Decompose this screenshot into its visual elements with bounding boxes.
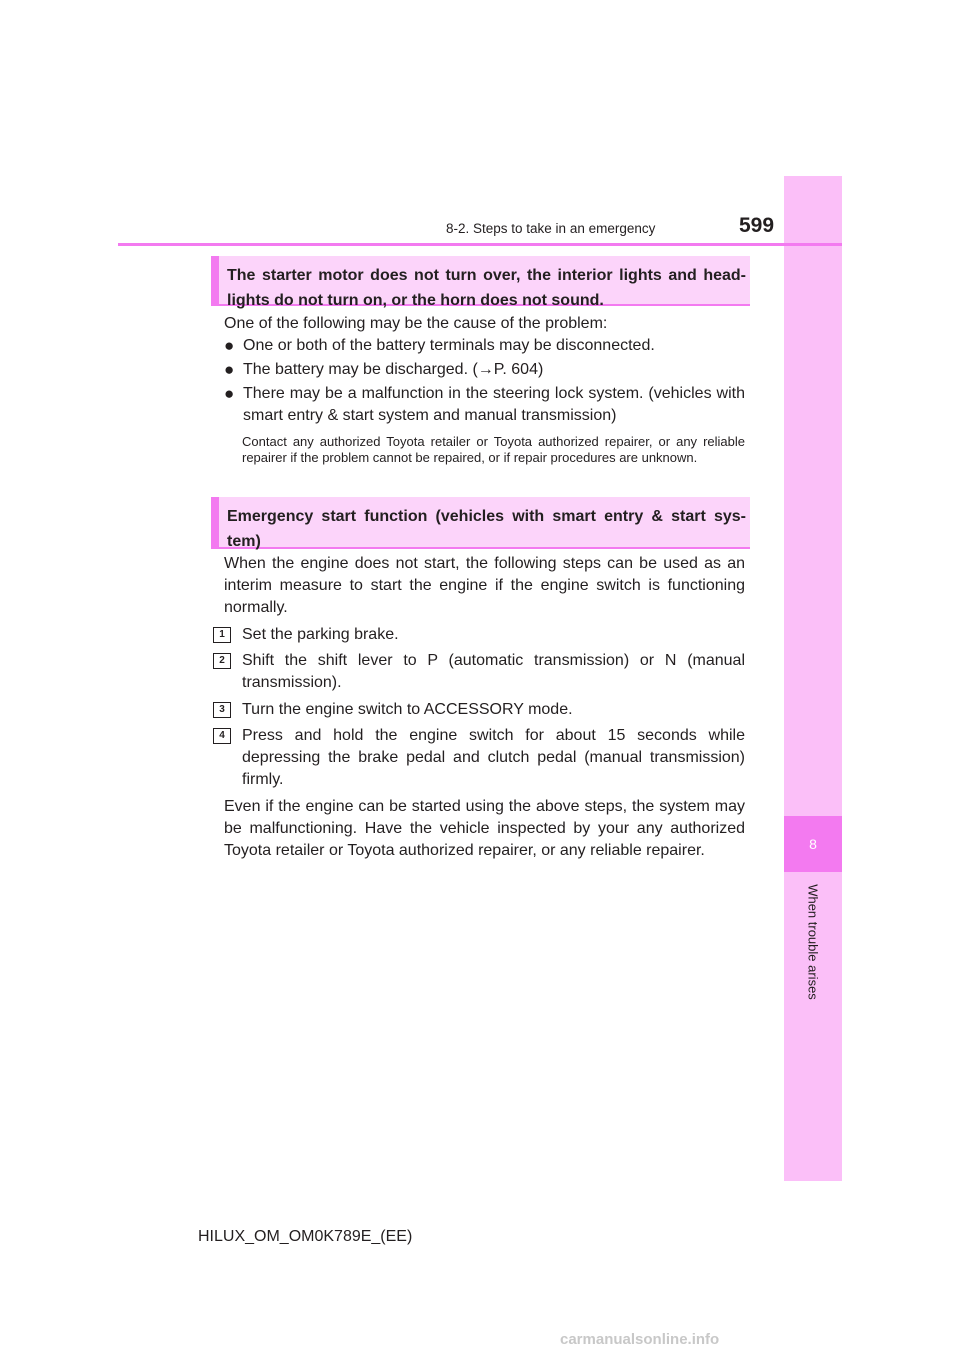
- bullet-dot-icon: ●: [224, 360, 235, 379]
- bullet-item: [224, 335, 745, 357]
- bullet-dot-icon: ●: [224, 384, 235, 403]
- step-text: Set the parking brake.: [242, 626, 399, 643]
- chapter-number-tab: [784, 816, 842, 872]
- step-item: [213, 650, 745, 694]
- chapter-side-tab: [784, 176, 842, 1181]
- step-text: Shift the shift lever to P (automatic transmission) or N (manual transmission).: [242, 652, 745, 691]
- repair-note: Contact any authorized Toyota retailer or Toyota authorized repairer, or any reliable repairer if the problem cannot be repaired, or if repair procedures are unknown.: [242, 434, 745, 465]
- heading-starter-motor: The starter motor does not turn over, the interior lights and head-lights do not turn on, or the horn does not sound.: [211, 256, 750, 306]
- chapter-number: 8: [809, 836, 817, 852]
- bullet-text: The battery may be discharged. (→P. 604): [243, 361, 544, 378]
- header-rule: [118, 243, 842, 246]
- page-number: 599: [739, 214, 775, 237]
- step-number: 3: [213, 702, 231, 718]
- bullet-item: [224, 359, 745, 381]
- step-number: 1: [213, 627, 231, 643]
- causes-intro: One of the following may be the cause of the problem:: [224, 315, 608, 332]
- chapter-label: When trouble arises: [805, 884, 821, 1000]
- watermark: carmanualsonline.info: [560, 1331, 720, 1348]
- closing-paragraph: Even if the engine can be started using the above steps, the system may be malfunctioning. Have the vehicle inspected by your any authorized Toyota retailer or Toyota authorized repairer, or any reliable repairer.: [224, 798, 745, 859]
- step-number: 4: [213, 728, 231, 744]
- bullet-text: There may be a malfunction in the steering lock system. (vehicles with smart entry & start system and manual transmission): [243, 385, 745, 424]
- step-item: [213, 624, 745, 646]
- bullet-text: One or both of the battery terminals may be disconnected.: [243, 337, 655, 354]
- step-item: [213, 699, 745, 721]
- step-text: Press and hold the engine switch for about 15 seconds while depressing the brake pedal and clutch pedal (manual transmission) firmly.: [242, 727, 745, 788]
- step-item: [213, 725, 745, 791]
- bullet-dot-icon: ●: [224, 336, 235, 355]
- bullet-item: [224, 383, 745, 427]
- heading-emergency-start: Emergency start function (vehicles with smart entry & start sys-tem): [211, 497, 750, 549]
- section-title: 8-2. Steps to take in an emergency: [446, 221, 656, 236]
- document-code: HILUX_OM_OM0K789E_(EE): [198, 1228, 413, 1245]
- step-text: Turn the engine switch to ACCESSORY mode.: [242, 701, 573, 718]
- emergency-start-intro: When the engine does not start, the following steps can be used as an interim measure to start the engine if the engine switch is functioning normally.: [224, 555, 745, 616]
- step-number: 2: [213, 653, 231, 669]
